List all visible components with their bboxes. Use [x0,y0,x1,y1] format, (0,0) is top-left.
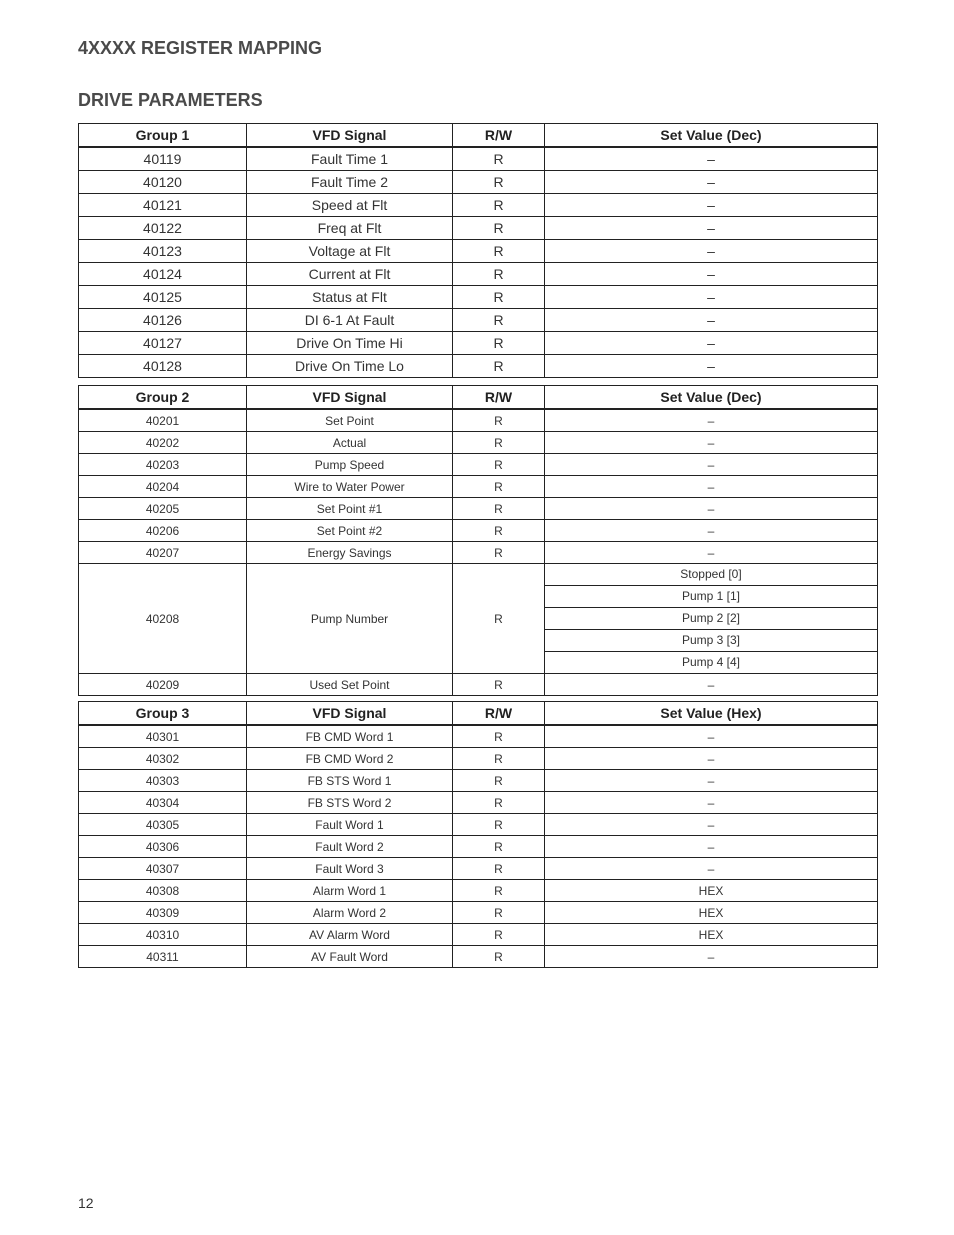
read-write-cell: R [453,217,545,240]
register-address-cell: 40306 [79,836,247,858]
read-write-cell: R [453,902,545,924]
table-row [79,194,878,217]
column-header-vfd-signal: VFD Signal [247,386,453,410]
table-row [79,240,878,263]
table-row [79,902,878,924]
table-row [79,309,878,332]
vfd-signal-cell: FB CMD Word 1 [247,725,453,748]
read-write-cell: R [453,836,545,858]
read-write-cell: R [453,498,545,520]
set-value-cell: – [545,542,878,564]
read-write-cell: R [453,309,545,332]
table-row [79,263,878,286]
section-title: DRIVE PARAMETERS [78,90,263,110]
read-write-cell: R [453,171,545,194]
table-header-row [79,386,878,410]
vfd-signal-cell: Freq at Flt [247,217,453,240]
vfd-signal-cell: Alarm Word 2 [247,902,453,924]
read-write-cell: R [453,674,545,696]
table-row [79,332,878,355]
set-value-cell: – [545,792,878,814]
table-row [79,564,878,674]
column-header-register-address: Group 3 [79,702,247,726]
table-row [79,217,878,240]
register-address-cell: 40206 [79,520,247,542]
register-address-cell: 40203 [79,454,247,476]
vfd-signal-cell: Fault Word 3 [247,858,453,880]
vfd-signal-cell: Current at Flt [247,263,453,286]
set-value-cell: – [545,770,878,792]
table-row [79,171,878,194]
set-value-cell: – [545,263,878,286]
read-write-cell: R [453,924,545,946]
table-row [79,792,878,814]
set-value-cell: – [545,454,878,476]
set-value-option: Pump 2 [2] [545,608,877,630]
set-value-cell: HEX [545,924,878,946]
set-value-cell: – [545,432,878,454]
table-row [79,147,878,171]
table-row [79,409,878,432]
read-write-cell: R [453,240,545,263]
register-address-cell: 40201 [79,409,247,432]
column-header-register-address: Group 1 [79,124,247,148]
table-row [79,454,878,476]
register-address-cell: 40124 [79,263,247,286]
set-value-cell: – [545,858,878,880]
register-address-cell: 40311 [79,946,247,968]
set-value-option: Pump 1 [1] [545,586,877,608]
vfd-signal-cell: Fault Word 1 [247,814,453,836]
set-value-cell: – [545,748,878,770]
vfd-signal-cell: AV Alarm Word [247,924,453,946]
table-row [79,520,878,542]
set-value-option: Pump 4 [4] [681,655,741,669]
set-value-cell: – [545,194,878,217]
register-address-cell: 40308 [79,880,247,902]
register-address-cell: 40209 [79,674,247,696]
read-write-cell: R [453,520,545,542]
set-value-cell: – [545,240,878,263]
register-address-cell: 40207 [79,542,247,564]
read-write-cell: R [453,263,545,286]
read-write-cell: R [453,432,545,454]
register-address-cell: 40121 [79,194,247,217]
table-row [79,836,878,858]
table-row [79,946,878,968]
table-row [79,814,878,836]
table-row [79,858,878,880]
column-header-set-value: Set Value (Dec) [545,124,878,148]
set-value-cell: – [545,409,878,432]
group-2-table [78,385,878,696]
vfd-signal-cell: Drive On Time Lo [247,355,453,378]
register-address-cell: 40208 [79,564,247,674]
register-address-cell: 40309 [79,902,247,924]
set-value-cell: – [545,171,878,194]
set-value-cell: – [545,147,878,171]
vfd-signal-cell: Speed at Flt [247,194,453,217]
set-value-cell: HEX [545,902,878,924]
table-row [79,770,878,792]
read-write-cell: R [453,147,545,171]
register-address-cell: 40310 [79,924,247,946]
vfd-signal-cell: FB STS Word 1 [247,770,453,792]
register-address-cell: 40119 [79,147,247,171]
group-1-table [78,123,878,378]
vfd-signal-cell: Pump Speed [247,454,453,476]
vfd-signal-cell: Fault Word 2 [247,836,453,858]
register-address-cell: 40205 [79,498,247,520]
read-write-cell: R [453,476,545,498]
vfd-signal-cell: Set Point [247,409,453,432]
column-header-read-write: R/W [453,124,545,148]
vfd-signal-cell: Used Set Point [247,674,453,696]
vfd-signal-cell: Energy Savings [247,542,453,564]
vfd-signal-cell: Actual [247,432,453,454]
set-value-cell: – [545,836,878,858]
table-row [79,748,878,770]
register-address-cell: 40122 [79,217,247,240]
set-value-cell: – [545,476,878,498]
set-value-option: Pump 3 [3] [545,630,877,652]
read-write-cell: R [453,194,545,217]
vfd-signal-cell: DI 6-1 At Fault [247,309,453,332]
read-write-cell: R [453,564,545,674]
table-row [79,924,878,946]
group-3-table [78,701,878,968]
read-write-cell: R [453,880,545,902]
read-write-cell: R [453,542,545,564]
column-header-set-value: Set Value (Hex) [545,702,878,726]
vfd-signal-cell: Set Point #2 [247,520,453,542]
table-row [79,286,878,309]
vfd-signal-cell: Voltage at Flt [247,240,453,263]
vfd-signal-cell: Fault Time 1 [247,147,453,171]
vfd-signal-cell: Drive On Time Hi [247,332,453,355]
register-address-cell: 40125 [79,286,247,309]
register-address-cell: 40305 [79,814,247,836]
register-address-cell: 40128 [79,355,247,378]
table-header-row [79,702,878,726]
set-value-cell: – [545,355,878,378]
read-write-cell: R [453,355,545,378]
read-write-cell: R [453,858,545,880]
set-value-option: Stopped [0] [545,564,877,586]
vfd-signal-cell: Fault Time 2 [247,171,453,194]
table-header-row [79,124,878,148]
vfd-signal-cell: Pump Number [247,564,453,674]
register-address-cell: 40304 [79,792,247,814]
set-value-cell: – [545,498,878,520]
vfd-signal-cell: Wire to Water Power [247,476,453,498]
set-value-cell: – [545,946,878,968]
set-value-cell: HEX [545,880,878,902]
vfd-signal-cell: Alarm Word 1 [247,880,453,902]
column-header-vfd-signal: VFD Signal [247,702,453,726]
column-header-set-value: Set Value (Dec) [545,386,878,410]
read-write-cell: R [453,454,545,476]
set-value-cell: – [545,674,878,696]
column-header-read-write: R/W [453,386,545,410]
page-title: 4XXXX REGISTER MAPPING [78,38,323,58]
register-address-cell: 40307 [79,858,247,880]
column-header-vfd-signal: VFD Signal [247,124,453,148]
register-address-cell: 40120 [79,171,247,194]
vfd-signal-cell: Set Point #1 [247,498,453,520]
read-write-cell: R [453,814,545,836]
vfd-signal-cell: AV Fault Word [247,946,453,968]
table-row [79,674,878,696]
register-address-cell: 40202 [79,432,247,454]
column-header-read-write: R/W [453,702,545,726]
page-number: 12 [78,1195,94,1211]
vfd-signal-cell: FB CMD Word 2 [247,748,453,770]
register-address-cell: 40123 [79,240,247,263]
set-value-cell [545,564,878,674]
set-value-cell: – [545,814,878,836]
vfd-signal-cell: Status at Flt [247,286,453,309]
set-value-cell: – [545,309,878,332]
vfd-signal-cell: FB STS Word 2 [247,792,453,814]
read-write-cell: R [453,725,545,748]
read-write-cell: R [453,286,545,309]
table-row [79,880,878,902]
set-value-cell: – [545,217,878,240]
register-address-cell: 40301 [79,725,247,748]
set-value-cell: – [545,520,878,542]
read-write-cell: R [453,332,545,355]
register-address-cell: 40303 [79,770,247,792]
read-write-cell: R [453,792,545,814]
table-row [79,355,878,378]
read-write-cell: R [453,409,545,432]
column-header-register-address: Group 2 [79,386,247,410]
register-address-cell: 40302 [79,748,247,770]
read-write-cell: R [453,946,545,968]
register-address-cell: 40204 [79,476,247,498]
read-write-cell: R [453,748,545,770]
table-row [79,476,878,498]
register-address-cell: 40126 [79,309,247,332]
table-row [79,498,878,520]
table-row [79,542,878,564]
set-value-cell: – [545,286,878,309]
set-value-cell: – [545,332,878,355]
set-value-cell: – [545,725,878,748]
read-write-cell: R [453,770,545,792]
table-row [79,725,878,748]
register-address-cell: 40127 [79,332,247,355]
table-row [79,432,878,454]
